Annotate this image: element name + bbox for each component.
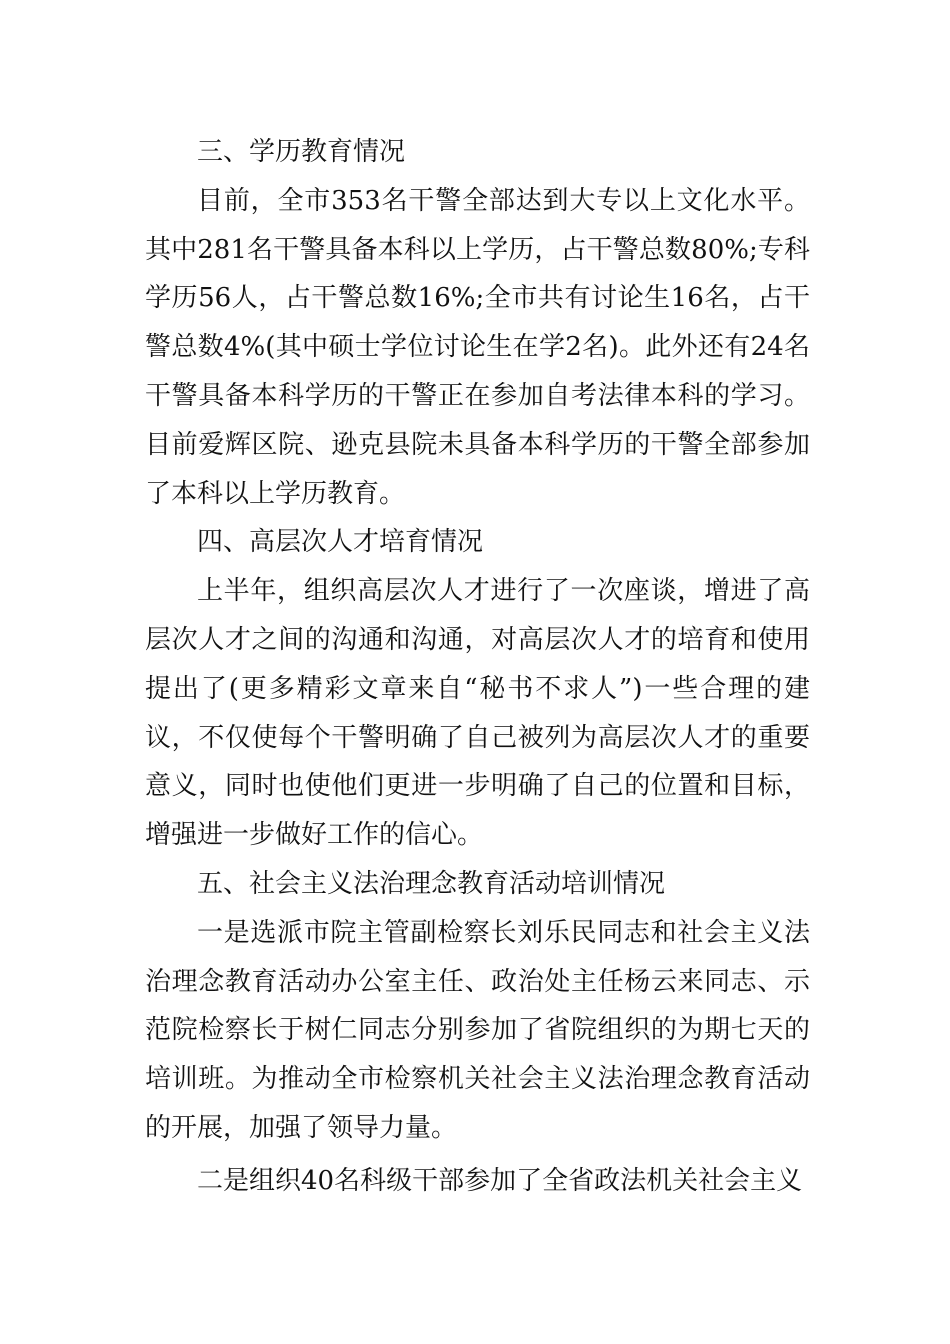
section-heading: 三、学历教育情况	[197, 137, 406, 167]
paragraph: 二是组织40名科级干部参加了全省政法机关社会主义	[197, 1165, 803, 1196]
paragraph: 上半年，组织高层次人才进行了一次座谈，增进了高层次人才之间的沟通和沟通，对高层次人才的培育和使用提出了(更多精彩文章来自“秘书不求人”)一些合理的建议，不仅使每个干警明确了自己被列为高层次人才的重要意义，同时也使他们更进一步明确了自己的位置和目标，增强进一步做好工作的信心。	[145, 576, 810, 851]
paragraph: 一是选派市院主管副检察长刘乐民同志和社会主义法治理念教育活动办公室主任、政治处主任杨云来同志、示范院检察长于树仁同志分别参加了省院组织的为期七天的培训班。为推动全市检察机关社会主义法治理念教育活动的开展，加强了领导力量。	[145, 917, 810, 1143]
paragraph: 目前，全市353名干警全部达到大专以上文化水平。其中281名干警具备本科以上学历，占干警总数80%;专科学历56人，占干警总数16%;全市共有讨论生16名，占干警总数4%(其中硕士学位讨论生在学2名)。此外还有24名干警具备本科学历的干警正在参加自考法律本科的学习。目前爱辉区院、逊克县院未具备本科学历的干警全部参加了本科以上学历教育。	[145, 185, 810, 509]
section-training	[145, 860, 810, 1206]
section-education	[145, 128, 810, 518]
section-heading: 四、高层次人才培育情况	[197, 527, 484, 558]
section-heading: 五、社会主义法治理念教育活动培训情况	[197, 868, 666, 899]
section-talent	[145, 518, 810, 860]
document-page	[145, 128, 810, 1206]
